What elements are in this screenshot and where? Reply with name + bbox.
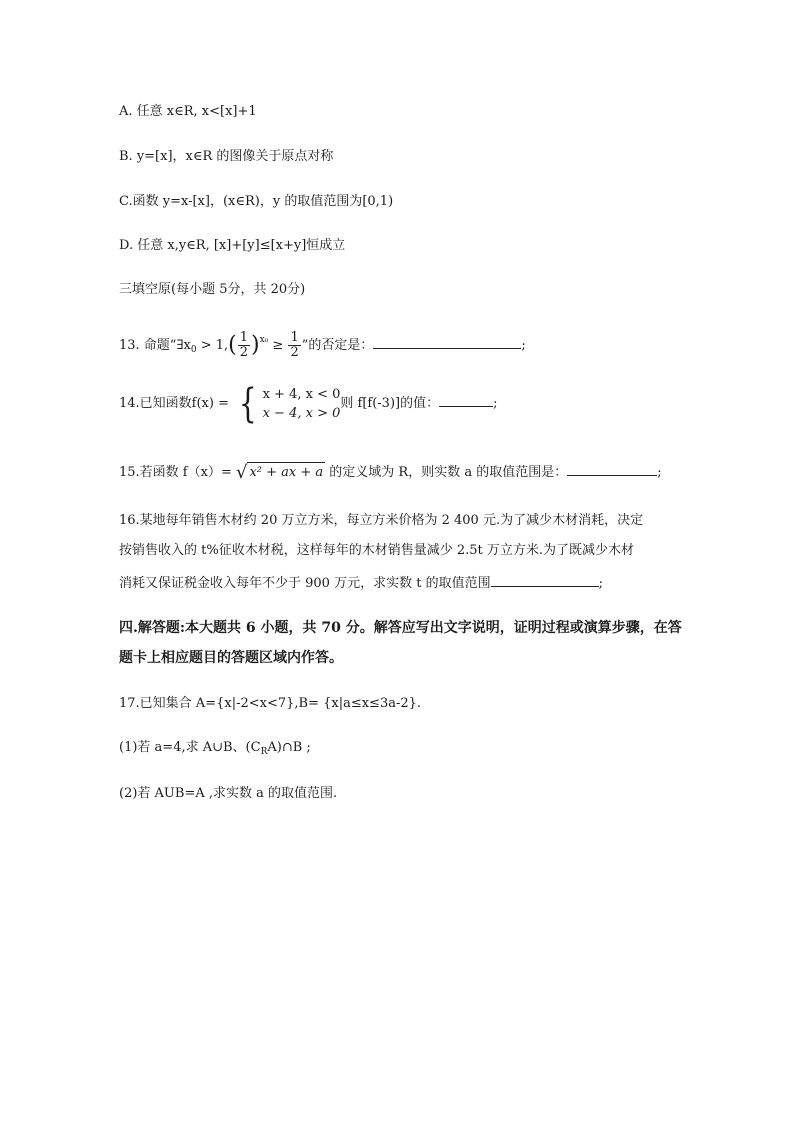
- question-17-stem: 17.已知集合 A={x|-2<x<7},B= {x|a≤x≤3a-2}.: [119, 696, 422, 711]
- question-17-part-2: (2)若 AUB=A ,求实数 a 的取值范围.: [119, 786, 338, 801]
- option-b: B. y=[x]，x∈R 的图像关于原点对称: [119, 149, 334, 164]
- q14-prefix: 14.已知函数f(x) =: [119, 396, 234, 411]
- q16-answer-blank[interactable]: [491, 572, 599, 587]
- option-a: A. 任意 x∈R, x<[x]+1: [119, 104, 257, 119]
- q13-prefix: 13. 命题“: [119, 338, 177, 353]
- q14-end: ;: [493, 396, 498, 411]
- q13-answer-blank[interactable]: [373, 334, 521, 349]
- q14-case-1: x + 4, x < 0: [262, 386, 341, 402]
- q13-subscript: 0: [190, 345, 197, 355]
- section-3-heading: 三填空原(每小题 5分，共 20分): [119, 282, 306, 297]
- q15-prefix: 15.若函数 f（x）=: [119, 465, 236, 480]
- section-4-heading-line-1: 四.解答题:本大题共 6 小题，共 70 分。解答应写出文字说明，证明过程或演算步骤，在答: [119, 620, 682, 636]
- question-15: [119, 460, 662, 486]
- q14-answer-blank[interactable]: [439, 392, 493, 407]
- q15-suffix: 的定义域为 R，则实数 a 的取值范围是：: [325, 465, 568, 480]
- option-c: C.函数 y=x-[x]，(x∈R)，y 的取值范围为[0,1): [119, 194, 394, 209]
- q13-gt: > 1,: [196, 338, 229, 353]
- question-13: 13. 命题“$\exists x_0 > 1$,( $\frac{1}{2}$ )$^{x_0}$ ≥ $\frac{1}{2}$ ”的否定是： ;: [119, 330, 526, 360]
- q13-ge: ≥: [268, 338, 288, 353]
- option-d: D. 任意 x,y∈R, [x]+[y]≤[x+y]恒成立: [119, 238, 346, 253]
- question-16-line-3: 消耗又保证税金收入每年不少于 900 万元，求实数 t 的取值范围 ;: [119, 572, 603, 594]
- q13-fraction-base: $\frac{1}{2}$: [239, 330, 249, 360]
- q15-radicand: x² + ax + a: [247, 462, 325, 482]
- q15-end: ;: [657, 465, 662, 480]
- question-14: [119, 382, 497, 426]
- question-17-part-1: (1)若 a=4,求 A∪B、$(C_RA)\cap B$ ;: [119, 740, 311, 757]
- q14-piecewise: { x + 4, x < 0 x − 4, x > 0: [238, 380, 341, 427]
- question-16-line-1: 16.某地每年销售木材约 20 万立方米，每立方米价格为 2 400 元.为了减少木材消耗，决定: [119, 513, 644, 528]
- q13-fraction-rhs: $\frac{1}{2}$: [290, 330, 299, 360]
- question-16-line-2: 按销售收入的 t%征收木材税，这样每年的木材销售量减少 2.5t 万立方米.为了既减少木材: [119, 543, 635, 558]
- q14-case-2: x − 4, x > 0: [262, 405, 341, 421]
- section-4-heading-line-2: 题卡上相应题目的答题区域内作答。: [119, 650, 343, 666]
- q13-exponent: x₀: [259, 335, 269, 345]
- q14-suffix: 则 f[f(-3)]的值：: [340, 396, 440, 411]
- q15-sqrt: √ x² + ax + a: [235, 461, 324, 483]
- q13-suffix: ”的否定是：: [301, 338, 374, 353]
- q13-exists: ∃x: [176, 338, 191, 353]
- q13-end: ;: [521, 338, 526, 353]
- q15-answer-blank[interactable]: [567, 461, 657, 476]
